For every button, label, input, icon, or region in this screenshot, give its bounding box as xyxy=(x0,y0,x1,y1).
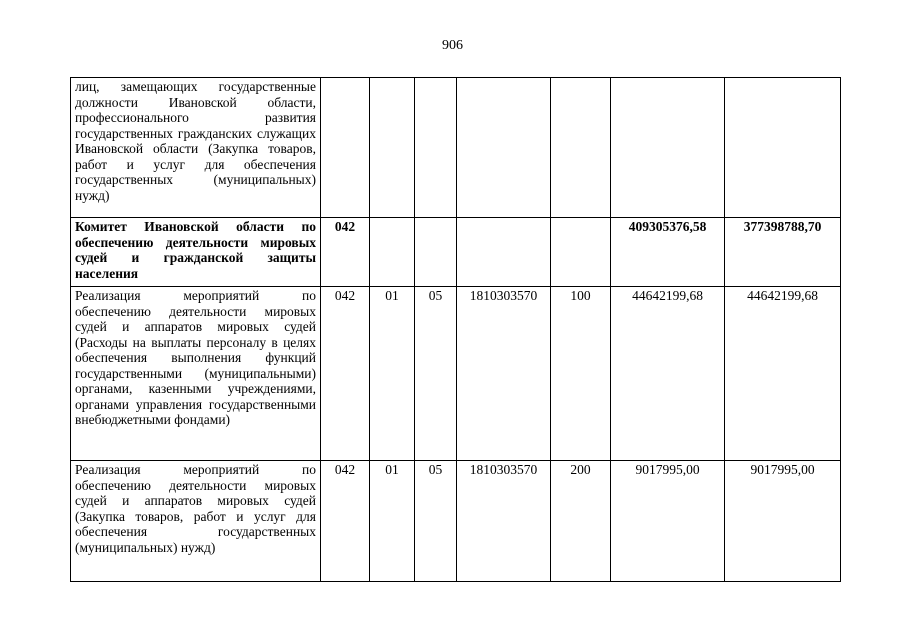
amount-second-year: 377398788,70 xyxy=(725,218,841,287)
section-code: 01 xyxy=(370,287,415,461)
subsection-code xyxy=(415,218,457,287)
expense-type-code xyxy=(551,78,611,218)
amount-first-year: 44642199,68 xyxy=(611,287,725,461)
amount-first-year: 9017995,00 xyxy=(611,461,725,582)
target-article-code: 1810303570 xyxy=(457,287,551,461)
table-row xyxy=(71,218,841,287)
subsection-code: 05 xyxy=(415,461,457,582)
amount-second-year: 9017995,00 xyxy=(725,461,841,582)
target-article-code xyxy=(457,218,551,287)
target-article-code xyxy=(457,78,551,218)
table-row xyxy=(71,461,841,582)
table-row xyxy=(71,287,841,461)
expense-type-code: 200 xyxy=(551,461,611,582)
row-description: Реализация мероприятий по обеспечению деятельности мировых судей и аппаратов мировых судей (Закупка товаров, работ и услуг для обеспечения государственных (муниципальных) нужд) xyxy=(71,461,321,582)
ministry-code: 042 xyxy=(321,218,370,287)
subsection-code xyxy=(415,78,457,218)
row-description: Комитет Ивановской области по обеспечению деятельности мировых судей и гражданской защиты населения xyxy=(71,218,321,287)
amount-first-year xyxy=(611,78,725,218)
section-code: 01 xyxy=(370,461,415,582)
section-code xyxy=(370,78,415,218)
budget-table xyxy=(70,77,841,582)
amount-second-year xyxy=(725,78,841,218)
row-description: Реализация мероприятий по обеспечению деятельности мировых судей и аппаратов мировых судей (Расходы на выплаты персоналу в целях обеспечения выполнения функций государственными (муниципальными) органами, казенными учреждениями, органами управления государственными внебюджетными фондами) xyxy=(71,287,321,461)
subsection-code: 05 xyxy=(415,287,457,461)
expense-type-code: 100 xyxy=(551,287,611,461)
expense-type-code xyxy=(551,218,611,287)
amount-second-year: 44642199,68 xyxy=(725,287,841,461)
section-code xyxy=(370,218,415,287)
row-description: лиц, замещающих государственные должности Ивановской области, профессионального развития государственных гражданских служащих Ивановской области (Закупка товаров, работ и услуг для обеспечения государственных (муниципальных) нужд) xyxy=(71,78,321,218)
page-number: 906 xyxy=(442,38,463,53)
amount-first-year: 409305376,58 xyxy=(611,218,725,287)
ministry-code xyxy=(321,78,370,218)
ministry-code: 042 xyxy=(321,287,370,461)
table-row xyxy=(71,78,841,218)
target-article-code: 1810303570 xyxy=(457,461,551,582)
ministry-code: 042 xyxy=(321,461,370,582)
